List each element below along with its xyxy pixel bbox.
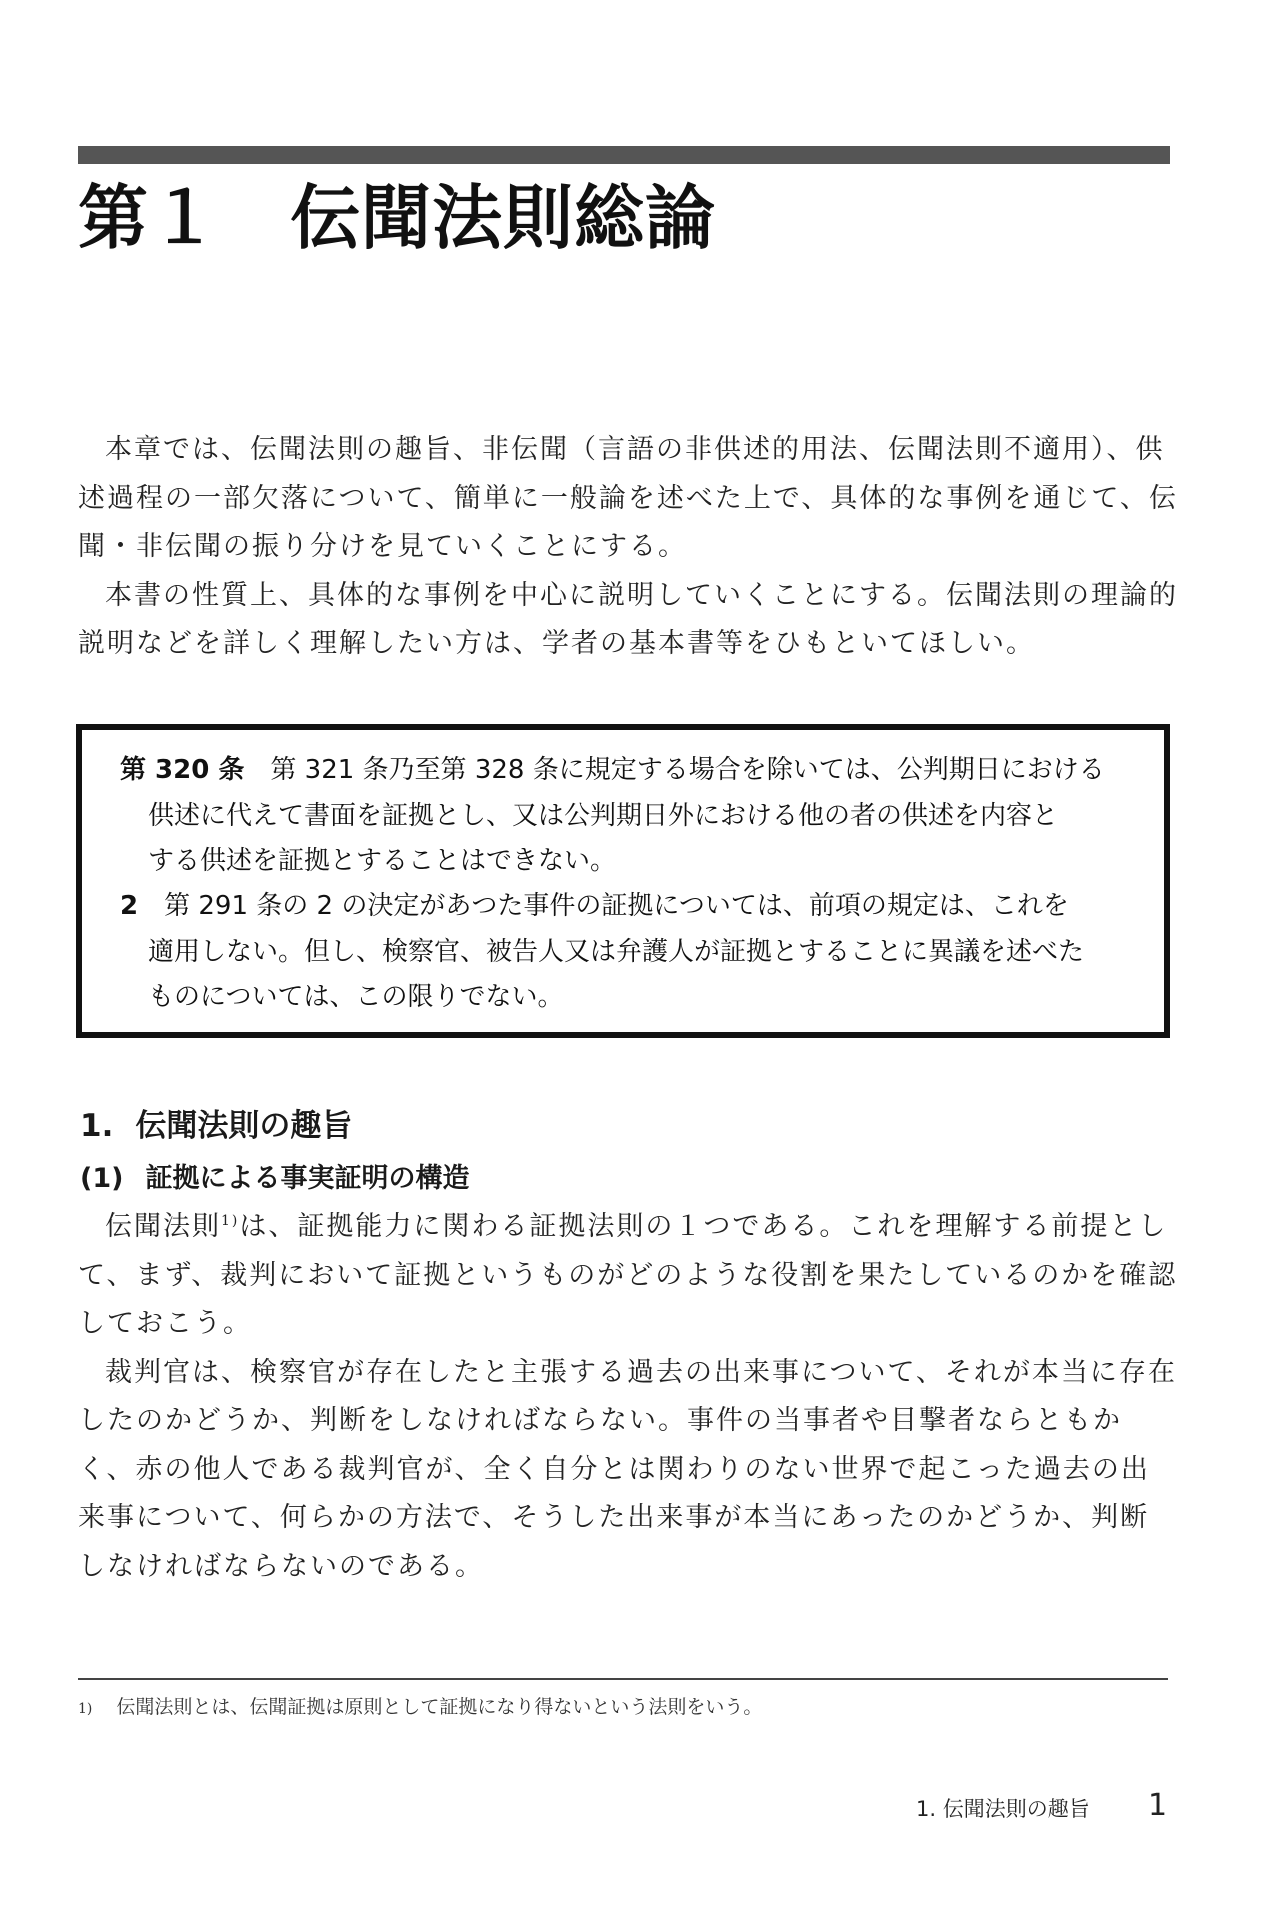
chapter-title [78, 172, 1178, 264]
intro-paragraph-1: 本章では、伝聞法則の趣旨、非伝聞（言語の非供述的用法、伝聞法則不適用）、供述過程の一部欠落について、簡単に一般論を述べた上で、具体的な事例を通じて、伝聞・非伝聞の振り分けを見ていくことにする。 [78, 434, 1178, 562]
statute-line: ものについては、この限りでない。 [148, 982, 564, 1012]
footnote-mark: 1) [78, 1701, 93, 1717]
statute-paragraph-2 [120, 884, 1120, 1021]
footnote [78, 1692, 1178, 1724]
statute-line: 供述に代えて書面を証拠とし、又は公判期日外における他の者の供述を内容と [148, 800, 1059, 831]
statute-paragraph-label: 2 [120, 891, 139, 921]
chapter-header-bar [78, 146, 1170, 164]
intro-paragraph-2: 本書の性質上、具体的な事例を中心に説明していくことにする。伝聞法則の理論的説明などを詳しく理解したい方は、学者の基本書等をひもといてほしい。 [78, 579, 1178, 659]
statute-line: する供述を証拠とすることはできない。 [148, 846, 617, 876]
statute-line: 第 320 条 第 321 条乃至第 328 条に規定する場合を除いては、公判期日における [120, 755, 1105, 785]
section-body [78, 1203, 1178, 1591]
section-number: 1. [80, 1108, 114, 1144]
subsection-number: (1) [80, 1163, 124, 1194]
footnote-text: 伝聞法則とは、伝聞証拠は原則として証拠になり得ないという法則をいう。 [116, 1696, 763, 1718]
statute-article-label: 第 320 条 [120, 755, 245, 785]
statute-box [76, 724, 1170, 1038]
statute-line: 適用しない。但し、検察官、被告人又は弁護人が証拠とすることに異議を述べた [148, 936, 1085, 967]
subsection-heading [80, 1158, 469, 1200]
statute-line: 2 第 291 条の 2 の決定があつた事件の証拠については、前項の規定は、これを [120, 891, 1069, 921]
body-paragraph-2: 裁判官は、検察官が存在したと主張する過去の出来事について、それが本当に存在したのかどうか、判断をしなければならない。事件の当事者や目撃者ならともかく、赤の他人である裁判官が、全く自分とは関わりのない世界で起こった過去の出来事について、何らかの方法で、そうした出来事が本当にあったのかどうか、判断しなければならないのである。 [78, 1356, 1177, 1582]
footnote-reference[interactable]: 1) [221, 1213, 240, 1229]
statute-article-320 [120, 748, 1120, 885]
chapter-title-text: 伝聞法則総論 [290, 177, 716, 259]
page-number: 1 [1148, 1788, 1168, 1823]
intro-section [78, 426, 1178, 669]
running-head: 1. 伝聞法則の趣旨 [916, 1797, 1090, 1821]
chapter-number: 第１ [78, 177, 220, 259]
section-heading [80, 1102, 352, 1150]
body-paragraph-1: 伝聞法則$^{1)}$は、証拠能力に関わる証拠法則の１つである。これを理解する前提として、まず、裁判において証拠というものがどのような役割を果たしているのかを確認しておこう。 [78, 1211, 1178, 1339]
subsection-title: 証拠による事実証明の構造 [145, 1163, 470, 1194]
footnote-divider [78, 1678, 1168, 1680]
section-title: 伝聞法則の趣旨 [135, 1108, 353, 1144]
